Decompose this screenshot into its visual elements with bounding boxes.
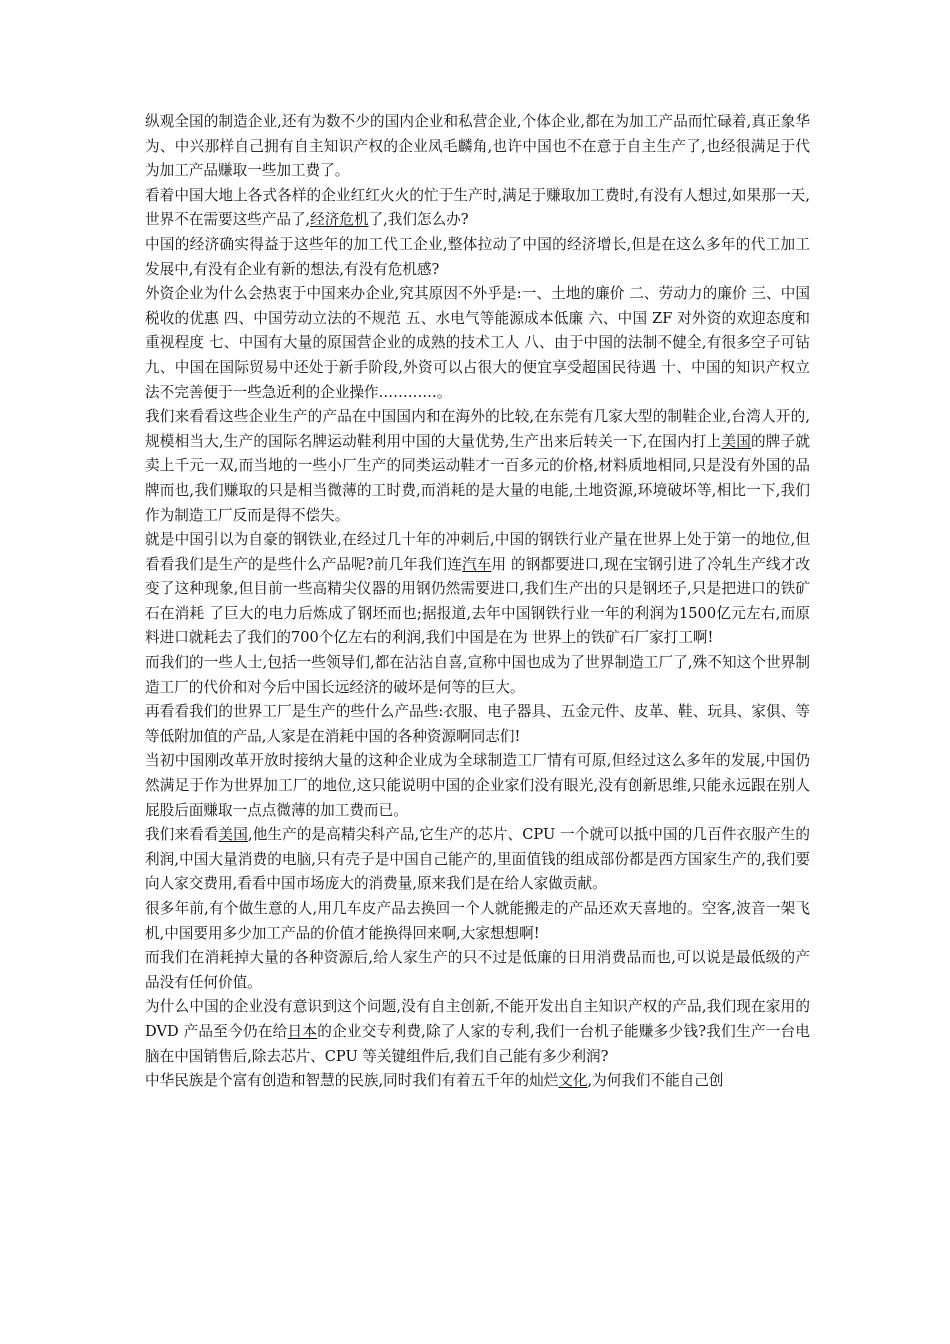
paragraph (145, 233, 810, 282)
document-body (145, 110, 810, 1094)
paragraph-text: 外资企业为什么会热衷于中国来办企业,究其原因不外乎是:一、土地的廉价 二、劳动力的廉价 三、中国税收的优惠 四、中国劳动立法的不规范 五、水电气等能源成本低廉 六、中国 ZF 对外资的欢迎态度和重视程度 七、中国有大量的原国营企业的成熟的技术工人 八、由于中国的法制不健全,有很多空子可钻 九、中国在国际贸易中还处于新手阶段,外资可以占很大的便宜享受超国民待遇 十、中国的知识产权立法不完善便于一些急近利的企业操作…………。 (145, 285, 810, 401)
paragraph-text: 中国的经济确实得益于这些年的加工代工企业,整体拉动了中国的经济增长,但是在这么多年的代工加工发展中,有没有企业有新的想法,有没有危机感? (145, 235, 810, 278)
paragraph-text: 我们来看看这些企业生产的产品在中国国内和在海外的比较,在东莞有几家大型的制鞋企业,台湾人开的,规模相当大,生产的国际名牌运动鞋利用中国的大量优势,生产出来后转关一下,在国内打上 (145, 408, 810, 450)
paragraph-text: 而我们的一些人士,包括一些领导们,都在沾沾自喜,宣称中国也成为了世界制造工厂了,殊不知这个世界制造工厂的代价和对今后中国长远经济的破坏是何等的巨大。 (145, 654, 810, 696)
paragraph-text: ,为何我们不能自己创 (587, 1072, 724, 1090)
keyword-link[interactable]: 文化 (558, 1072, 588, 1090)
paragraph-text: 就是中国引以为自豪的钢铁业,在经过几十年的冲刺后,中国的钢铁行业产量在世界上处于第一的地位,但看看我们是生产的是些什么产品呢?前几年我们连 (145, 531, 810, 573)
paragraph (145, 405, 810, 528)
paragraph-text: ,他生产的是高精尖科产品,它生产的芯片、CPU 一个就可以抵中国的几百件衣服产生的利润,中国大量消费的电脑,只有壳子是中国自己能产的,里面值钱的组成部份都是西方国家生产的,我们要向人家交费用,看看中国市场庞大的消费量,原来我们是在给人家做贡献。 (145, 826, 810, 893)
keyword-link[interactable]: 美国 (218, 826, 248, 844)
paragraph-text: 的企业交专利费,除了人家的专利,我们一台机子能赚多少钱?我们生产一台电脑在中国销售后,除去芯片、CPU 等关键组件后,我们自己能有多少利润? (145, 1022, 810, 1065)
paragraph-text: 当初中国刚改革开放时接纳大量的这种企业成为全球制造工厂情有可原,但经过这么多年的发展,中国仍然满足于作为世界加工厂的地位,这只能说明中国的企业家们没有眼光,没有创新思维,只能永远跟在别人屁股后面赚取一点点微薄的加工费而已。 (145, 752, 810, 819)
paragraph-text: 纵观全国的制造企业,还有为数不少的国内企业和私营企业,个体企业,都在为加工产品而忙碌着,真正象华为、中兴那样自己拥有自主知识产权的企业凤毛麟角,也许中国也不在意于自主生产了,也经很满足于代为加工产品赚取一些加工费了。 (145, 113, 810, 180)
paragraph-text: 了,我们怎么办? (368, 211, 469, 229)
keyword-link[interactable]: 美国 (721, 432, 752, 450)
paragraph (145, 897, 810, 946)
paragraph-text: 用 的钢都要进口,现在宝钢引进了冷轧生产线才改变了这种现象,但目前一些高精尖仪器的用钢仍然需要进口,我们生产出的只是钢坯子,只是把进口的铁矿石在消耗 了巨大的电力后炼成了钢坯而也;据报道,去年中国钢铁行业一年的利润为1500亿元左右,而原料进口就耗去了我们的700个亿左右的利润,我们中国是在为 世界上的铁矿石厂家打工啊! (145, 555, 810, 647)
paragraph (145, 528, 810, 651)
paragraph-text: 中华民族是个富有创造和智慧的民族,同时我们有着五千年的灿烂 (145, 1072, 559, 1090)
paragraph-text: 而我们在消耗掉大量的各种资源后,给人家生产的只不过是低廉的日用消费品而也,可以说是最低级的产品没有任何价值。 (145, 949, 810, 991)
paragraph (145, 184, 810, 233)
paragraph (145, 700, 810, 749)
paragraph-text: 的牌子就卖上千元一双,而当地的一些小厂生产的同类运动鞋才一百多元的价格,材料质地相同,只是没有外国的品牌而也,我们赚取的只是相当微薄的工时费,而消耗的是大量的电能,土地资源,环境破坏等,相比一下,我们作为制造工厂反而是得不偿失。 (145, 432, 810, 524)
paragraph (145, 651, 810, 700)
paragraph-text: 很多年前,有个做生意的人,用几车皮产品去换回一个人就能搬走的产品还欢天喜地的。空客,波音一架飞机,中国要用多少加工产品的价值才能换得回来啊,大家想想啊! (145, 900, 810, 942)
keyword-link[interactable]: 经济危机 (310, 211, 369, 229)
paragraph (145, 995, 810, 1069)
paragraph-text: 看着中国大地上各式各样的企业红红火火的忙于生产时,满足于赚取加工费时,有没有人想过,如果那一天,世界不在需要这些产品了, (145, 186, 810, 229)
paragraph (145, 946, 810, 995)
paragraph (145, 823, 810, 897)
paragraph-text: 我们来看看 (145, 826, 219, 844)
paragraph (145, 749, 810, 823)
keyword-link[interactable]: 汽车 (462, 555, 492, 573)
paragraph (145, 1069, 810, 1094)
keyword-link[interactable]: 日本 (287, 1022, 318, 1040)
paragraph (145, 282, 810, 405)
paragraph-text: 为什么中国的企业没有意识到这个问题,没有自主创新,不能开发出自主知识产权的产品,我们现在家用的 DVD 产品至今仍在给 (145, 998, 810, 1040)
paragraph-text: 再看看我们的世界工厂是生产的些什么产品些:衣服、电子器具、五金元件、皮革、鞋、玩具、家俱、等等低附加值的产品,人家是在消耗中国的各种资源啊同志们! (145, 703, 810, 745)
paragraph (145, 110, 810, 184)
